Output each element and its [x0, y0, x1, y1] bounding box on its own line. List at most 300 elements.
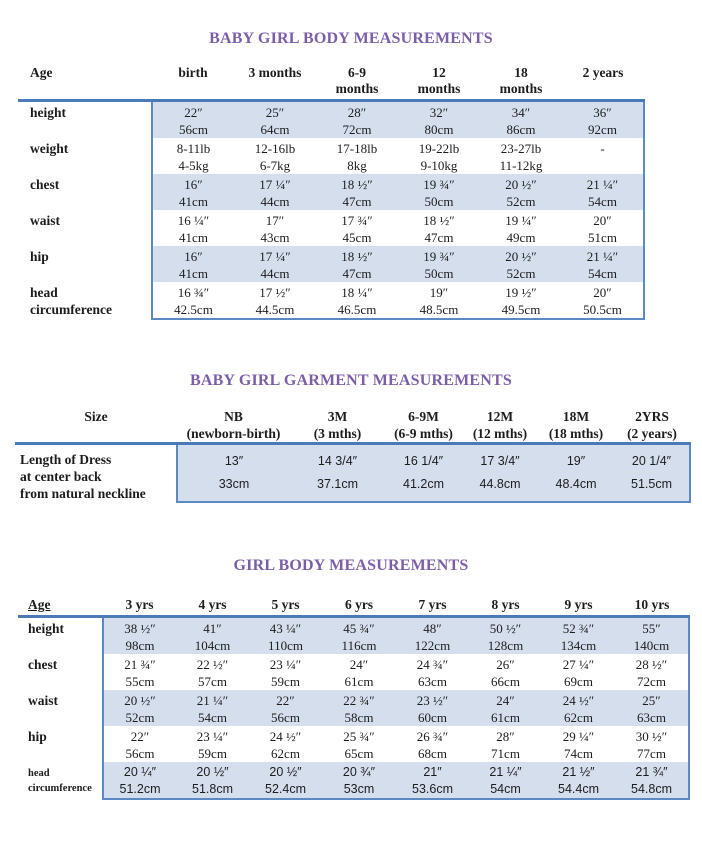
text-line: 18 ½″: [341, 176, 373, 192]
text-line: 66cm: [491, 673, 520, 689]
text-line: 12M: [486, 409, 514, 424]
text-line: 6 yrs: [344, 597, 374, 612]
text-line: 14 3/4″: [317, 454, 358, 468]
measurement-cell: [152, 282, 234, 319]
column-header: [316, 62, 398, 100]
text-line: 54.8cm: [631, 781, 672, 796]
text-line: 49cm: [506, 229, 536, 245]
measurement-cell: [542, 690, 615, 726]
baby-girl-body-measurements-table: [18, 62, 645, 320]
measurement-cell: [176, 726, 249, 762]
text-line: 56cm: [271, 709, 300, 725]
text-line: 48.5cm: [419, 301, 459, 317]
measurement-cell: [615, 654, 689, 690]
measurement-cell: [249, 762, 322, 799]
measurement-cell: [316, 174, 398, 210]
text-line: 47cm: [342, 193, 372, 209]
measurement-cell: [480, 100, 562, 138]
measurement-cell: [322, 762, 396, 799]
measurement-cell: [542, 762, 615, 799]
table-row: [18, 282, 644, 319]
text-line: months: [417, 81, 461, 96]
text-line: 59cm: [198, 745, 227, 761]
girl-body-measurements-title: GIRL BODY MEASUREMENTS: [233, 557, 469, 574]
text-line: 9 yrs: [564, 597, 593, 612]
text-line: 18 ½″: [423, 212, 455, 228]
measurement-cell: [398, 174, 480, 210]
table-row: [18, 100, 644, 138]
text-line: 140cm: [633, 637, 670, 653]
text-line: 52cm: [506, 193, 536, 209]
column-header-label: Size: [15, 406, 177, 444]
measurement-cell: [469, 616, 542, 654]
text-line: 6-9: [348, 65, 366, 80]
text-line: 28″: [347, 104, 367, 120]
text-line: 20 1/4″: [631, 454, 672, 468]
text-line: 23 ¼″: [196, 728, 229, 744]
text-line: 62cm: [271, 745, 300, 761]
text-line: 52cm: [506, 265, 536, 281]
row-label: [18, 210, 152, 246]
measurement-cell: [562, 210, 644, 246]
measurement-cell: [316, 100, 398, 138]
text-line: 20 ½″: [124, 692, 156, 708]
text-line: 86cm: [506, 121, 536, 137]
text-line: 30 ½″: [635, 728, 668, 744]
text-line: 74cm: [564, 745, 593, 761]
measurement-cell: [480, 246, 562, 282]
text-line: 41cm: [179, 265, 208, 281]
text-line: 17-18lb: [336, 140, 378, 156]
text-line: 62cm: [564, 709, 593, 725]
measurement-cell: [176, 654, 249, 690]
text-line: 34″: [511, 104, 531, 120]
measurement-cell: [103, 616, 176, 654]
header-row: [18, 62, 644, 100]
text-line: 50cm: [424, 265, 454, 281]
text-line: at center back: [20, 469, 102, 484]
text-line: 61cm: [491, 709, 520, 725]
text-line: 57cm: [198, 673, 227, 689]
text-line: 52cm: [125, 709, 155, 725]
row-label: [15, 444, 177, 503]
measurement-cell: [152, 246, 234, 282]
column-header: [322, 596, 396, 616]
text-line: months: [335, 81, 379, 96]
text-line: 48.4cm: [555, 477, 597, 491]
measurement-cell: [398, 246, 480, 282]
text-line: 3 yrs: [125, 597, 154, 612]
text-line: 8-11lb: [176, 140, 211, 156]
measurement-cell: [234, 100, 316, 138]
text-line: 20 ¼″: [123, 764, 157, 779]
text-line: 23 ½″: [416, 692, 449, 708]
text-line: 20″: [593, 212, 612, 228]
text-line: 37.1cm: [317, 477, 358, 491]
column-header: [385, 406, 462, 444]
text-line: 19-22lb: [418, 140, 460, 156]
measurement-cell: [316, 210, 398, 246]
header-row: [18, 596, 689, 616]
text-line: 25″: [265, 104, 285, 120]
text-line: 22″: [276, 692, 295, 708]
measurement-cell: [234, 210, 316, 246]
measurement-cell: [480, 138, 562, 174]
measurement-cell: [615, 690, 689, 726]
text-line: 72cm: [637, 673, 666, 689]
measurement-cell: [322, 726, 396, 762]
text-line: 53cm: [343, 781, 375, 796]
text-line: 68cm: [418, 745, 447, 761]
header-row: [15, 406, 690, 444]
column-header: [152, 62, 234, 100]
text-line: 21 ¼″: [586, 176, 619, 192]
text-line: months: [499, 81, 543, 96]
measurement-cell: [562, 174, 644, 210]
row-label: [18, 616, 103, 654]
text-line: 11-12kg: [499, 157, 543, 173]
row-label: [18, 100, 152, 138]
measurement-cell: [562, 100, 644, 138]
text-line: 17 ¼″: [259, 248, 291, 264]
text-line: 23 ¼″: [269, 656, 302, 672]
text-line: 77cm: [637, 745, 666, 761]
text-line: 23-27lb: [500, 140, 542, 156]
text-line: 4 yrs: [198, 597, 227, 612]
text-line: 27 ¼″: [562, 656, 595, 672]
measurement-cell: [249, 690, 322, 726]
text-line: 43cm: [260, 229, 290, 245]
text-line: 65cm: [344, 745, 374, 761]
measurement-cell: [614, 444, 690, 503]
text-line: 20 ¾″: [342, 764, 376, 779]
column-header: [562, 62, 644, 100]
text-line: circumference: [28, 782, 92, 794]
text-line: 56cm: [125, 745, 155, 761]
measurement-cell: [322, 616, 396, 654]
measurement-cell: [322, 690, 396, 726]
text-line: (6-9 mths): [394, 426, 453, 441]
text-line: 2 years: [582, 65, 624, 80]
text-line: 52 ¾″: [562, 620, 595, 636]
measurement-cell: [538, 444, 614, 503]
measurement-cell: [562, 246, 644, 282]
text-line: 26 ¾″: [416, 728, 449, 744]
measurement-cell: [396, 762, 469, 799]
text-line: 16″: [184, 248, 203, 264]
text-line: 43 ¼″: [269, 620, 302, 636]
text-line: 22″: [184, 104, 203, 120]
row-label: [18, 690, 103, 726]
text-line: 21 ¼″: [586, 248, 619, 264]
measurement-cell: [103, 762, 176, 799]
text-line: 8 yrs: [491, 597, 520, 612]
text-line: 7 yrs: [418, 597, 447, 612]
measurement-cell: [398, 138, 480, 174]
text-line: 47cm: [342, 265, 372, 281]
text-line: 10 yrs: [634, 597, 670, 612]
text-line: 54cm: [198, 709, 227, 725]
text-line: 33cm: [218, 477, 250, 491]
text-line: 17 3/4″: [480, 454, 520, 468]
text-line: 19″: [566, 454, 586, 468]
row-label: [18, 282, 152, 319]
measurement-cell: [542, 654, 615, 690]
text-line: 47cm: [424, 229, 454, 245]
text-line: 128cm: [487, 637, 524, 653]
measurement-cell: [152, 100, 234, 138]
measurement-cell: [469, 726, 542, 762]
measurement-cell: [316, 246, 398, 282]
row-label: [18, 138, 152, 174]
text-line: Length of Dress: [20, 452, 112, 467]
text-line: NB: [224, 409, 243, 424]
text-line: -: [600, 140, 605, 156]
text-line: chest: [28, 656, 58, 672]
text-line: 92cm: [588, 121, 617, 137]
column-header-label: Age: [18, 596, 103, 616]
text-line: 110cm: [268, 637, 303, 653]
table-row: [18, 654, 689, 690]
text-line: 69cm: [564, 673, 593, 689]
text-line: 44.5cm: [255, 301, 295, 317]
measurement-cell: [103, 654, 176, 690]
text-line: 16″: [184, 176, 203, 192]
measurement-cell: [290, 444, 385, 503]
text-line: 59cm: [271, 673, 300, 689]
text-line: 21 ¼″: [196, 692, 229, 708]
text-line: 51cm: [588, 229, 617, 245]
text-line: 2YRS: [635, 409, 669, 424]
text-line: 25″: [642, 692, 661, 708]
text-line: 54cm: [588, 265, 617, 281]
column-header: [615, 596, 689, 616]
text-line: 45 ¾″: [343, 620, 375, 636]
text-line: 19 ¾″: [423, 248, 455, 264]
text-line: 21″: [423, 764, 442, 779]
column-header: [542, 596, 615, 616]
column-header: [398, 62, 480, 100]
column-header: [249, 596, 322, 616]
text-line: 41″: [203, 620, 222, 636]
measurement-cell: [385, 444, 462, 503]
measurement-cell: [396, 654, 469, 690]
text-line: birth: [178, 65, 208, 80]
measurement-cell: [249, 726, 322, 762]
text-line: 24″: [349, 656, 369, 672]
measurement-cell: [316, 282, 398, 319]
column-header: [469, 596, 542, 616]
text-line: (18 mths): [548, 426, 604, 441]
text-line: 58cm: [344, 709, 374, 725]
text-line: 21 ¾″: [635, 764, 668, 779]
text-line: 41cm: [179, 193, 208, 209]
text-line: 28 ½″: [635, 656, 668, 672]
text-line: hip: [30, 248, 49, 264]
measurement-cell: [542, 616, 615, 654]
measurement-cell: [615, 726, 689, 762]
text-line: 41.2cm: [403, 477, 444, 491]
text-line: 17 ¼″: [259, 176, 291, 192]
column-header: [538, 406, 614, 444]
text-line: 44cm: [260, 265, 290, 281]
text-line: (2 years): [627, 426, 677, 441]
text-line: 51.5cm: [631, 477, 672, 491]
text-line: 104cm: [194, 637, 231, 653]
text-line: 18: [514, 65, 528, 80]
text-line: 25 ¾″: [343, 728, 375, 744]
text-line: (3 mths): [313, 426, 362, 441]
text-line: (newborn-birth): [186, 426, 281, 441]
measurement-cell: [234, 282, 316, 319]
text-line: 45cm: [342, 229, 372, 245]
text-line: 54cm: [490, 781, 521, 796]
text-line: 36″: [593, 104, 612, 120]
text-line: 24 ¾″: [416, 656, 449, 672]
row-label: [18, 246, 152, 282]
text-line: (12 mths): [472, 426, 528, 441]
text-line: height: [28, 620, 65, 636]
measurement-cell: [176, 616, 249, 654]
measurement-cell: [176, 762, 249, 799]
text-line: 19″: [429, 284, 449, 300]
text-line: 3M: [327, 409, 348, 424]
measurement-cell: [396, 726, 469, 762]
text-line: 5 yrs: [271, 597, 300, 612]
measurement-cell: [562, 138, 644, 174]
text-line: 48″: [423, 620, 442, 636]
text-line: 50cm: [424, 193, 454, 209]
measurement-cell: [398, 210, 480, 246]
text-line: 61cm: [344, 673, 374, 689]
text-line: 19 ¼″: [505, 212, 537, 228]
column-header: [176, 596, 249, 616]
text-line: 20 ½″: [505, 248, 537, 264]
column-header: [290, 406, 385, 444]
text-line: 26″: [496, 656, 515, 672]
text-line: 46.5cm: [337, 301, 377, 317]
text-line: 21 ½″: [562, 764, 595, 779]
measurement-cell: [480, 282, 562, 319]
measurement-cell: [152, 174, 234, 210]
text-line: 20 ½″: [505, 176, 537, 192]
measurement-cell: [249, 616, 322, 654]
measurement-cell: [249, 654, 322, 690]
baby-girl-garment-measurements-title: BABY GIRL GARMENT MEASUREMENTS: [189, 372, 513, 389]
measurement-cell: [234, 246, 316, 282]
measurement-cell: [480, 174, 562, 210]
text-line: waist: [30, 212, 60, 228]
table-row: [18, 138, 644, 174]
text-line: 134cm: [560, 637, 597, 653]
measurement-cell: [177, 444, 290, 503]
text-line: 38 ½″: [124, 620, 156, 636]
text-line: 9-10kg: [420, 157, 458, 173]
text-line: head: [28, 767, 50, 779]
text-line: from natural neckline: [20, 486, 146, 501]
measurement-cell: [396, 616, 469, 654]
measurement-cell: [152, 138, 234, 174]
text-line: 22″: [130, 728, 150, 744]
text-line: 13″: [224, 454, 244, 468]
table-row: [18, 174, 644, 210]
text-line: 64cm: [260, 121, 290, 137]
text-line: 17 ½″: [259, 284, 291, 300]
measurement-cell: [152, 210, 234, 246]
measurement-cell: [103, 690, 176, 726]
text-line: 18 ¼″: [341, 284, 373, 300]
table-row: [18, 726, 689, 762]
text-line: 32″: [429, 104, 449, 120]
text-line: 22 ¾″: [343, 692, 375, 708]
text-line: 12-16lb: [254, 140, 296, 156]
text-line: 19 ½″: [505, 284, 537, 300]
text-line: 18M: [562, 409, 590, 424]
text-line: 55cm: [125, 673, 155, 689]
text-line: 50 ½″: [489, 620, 522, 636]
text-line: 24″: [496, 692, 515, 708]
text-line: 6-7kg: [259, 157, 291, 173]
text-line: 22 ½″: [196, 656, 229, 672]
text-line: 8kg: [347, 157, 367, 173]
text-line: 12: [432, 65, 446, 80]
text-line: 44.8cm: [479, 477, 521, 491]
text-line: 6-9M: [408, 409, 439, 424]
girl-body-measurements-table: [18, 596, 690, 800]
measurement-cell: [398, 100, 480, 138]
text-line: 56cm: [179, 121, 208, 137]
text-line: 21 ¼″: [489, 764, 522, 779]
text-line: 60cm: [418, 709, 447, 725]
text-line: 122cm: [414, 637, 451, 653]
text-line: 50.5cm: [583, 301, 622, 317]
text-line: 63cm: [637, 709, 666, 725]
measurement-cell: [480, 210, 562, 246]
column-header: [103, 596, 176, 616]
text-line: head: [30, 284, 58, 300]
measurement-cell: [615, 616, 689, 654]
text-line: 44cm: [260, 193, 290, 209]
measurement-cell: [234, 138, 316, 174]
measurement-cell: [176, 690, 249, 726]
text-line: 52.4cm: [265, 781, 306, 796]
table-row: [18, 210, 644, 246]
column-header: [234, 62, 316, 100]
text-line: weight: [30, 140, 69, 156]
measurement-cell: [469, 654, 542, 690]
measurement-cell: [398, 282, 480, 319]
text-line: 41cm: [179, 229, 208, 245]
text-line: hip: [28, 728, 47, 744]
column-header: [480, 62, 562, 100]
column-header: [462, 406, 538, 444]
measurement-cell: [396, 690, 469, 726]
table-row: [18, 762, 689, 799]
measurement-cell: [103, 726, 176, 762]
row-label: [18, 726, 103, 762]
measurement-cell: [562, 282, 644, 319]
text-line: 18 ½″: [341, 248, 373, 264]
text-line: 4-5kg: [178, 157, 209, 173]
column-header: [396, 596, 469, 616]
text-line: 16 ¾″: [177, 284, 210, 300]
text-line: 80cm: [424, 121, 454, 137]
text-line: 21 ¾″: [124, 656, 156, 672]
text-line: chest: [30, 176, 60, 192]
text-line: 20 ½″: [196, 764, 229, 779]
text-line: 53.6cm: [412, 781, 453, 796]
text-line: 24 ½″: [269, 728, 302, 744]
